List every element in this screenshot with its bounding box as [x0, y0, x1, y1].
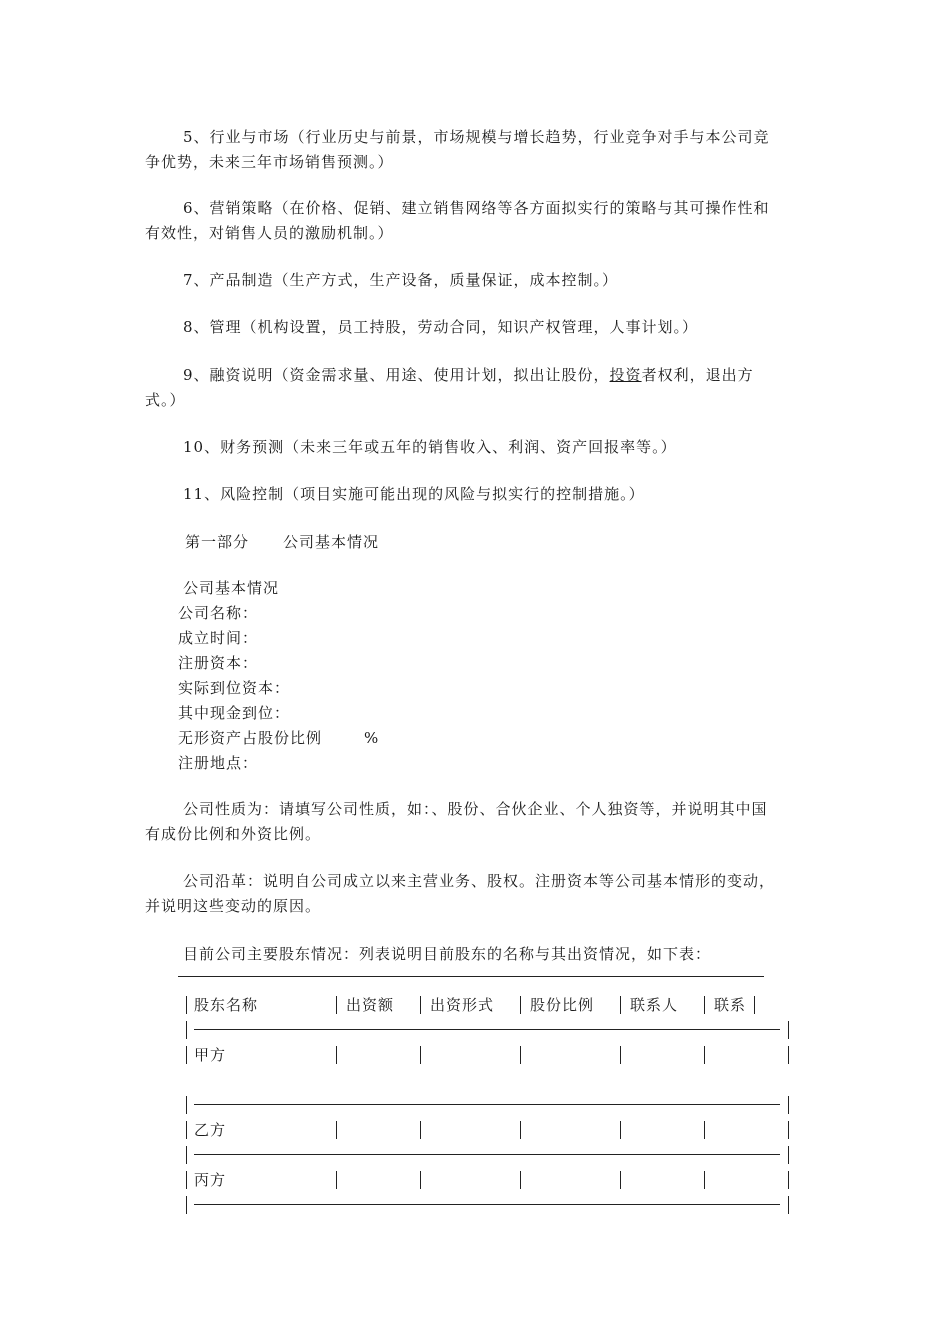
- table-separator: [186, 1121, 187, 1139]
- outline-item-6-line2: 有效性，对销售人员的激励机制。）: [145, 224, 394, 242]
- field-intangible-percent: %: [364, 729, 380, 747]
- outline-item-9-text: 9、融资说明（资金需求量、用途、使用计划，拟出让股份，: [183, 366, 610, 384]
- table-separator: [788, 1196, 789, 1214]
- table-separator: [336, 1171, 337, 1189]
- table-separator: [186, 1171, 187, 1189]
- table-separator: [186, 1046, 187, 1064]
- field-registered-capital: 注册资本：: [178, 654, 259, 672]
- table-separator: [788, 1046, 789, 1064]
- table-row-rule: [194, 1154, 780, 1155]
- field-cash-paid: 其中现金到位：: [178, 704, 291, 722]
- table-separator: [788, 1171, 789, 1189]
- section-title: 公司基本情况: [283, 533, 380, 551]
- table-separator: [620, 996, 621, 1014]
- table-separator: [620, 1046, 621, 1064]
- table-separator: [186, 1021, 187, 1039]
- outline-item-11: 11、风险控制（项目实施可能出现的风险与拟实行的控制措施。）: [183, 485, 645, 503]
- table-separator: [420, 1046, 421, 1064]
- table-separator: [520, 1171, 521, 1189]
- table-separator: [420, 1171, 421, 1189]
- field-company-name: 公司名称：: [178, 604, 259, 622]
- section-part-label: 第一部分: [185, 533, 250, 551]
- outline-item-9-line2: 式。）: [145, 391, 186, 409]
- shareholders-intro: 目前公司主要股东情况：列表说明目前股东的名称与其出资情况，如下表：: [183, 945, 712, 963]
- table-separator: [788, 1146, 789, 1164]
- table-row-label: 甲方: [194, 1046, 227, 1064]
- table-separator: [704, 1171, 705, 1189]
- table-row-rule: [194, 1104, 780, 1105]
- table-separator: [788, 1121, 789, 1139]
- table-header-form: 出资形式: [430, 996, 495, 1014]
- table-header-contact: 联系: [714, 996, 747, 1014]
- table-separator: [704, 1046, 705, 1064]
- outline-item-9-text-end: 者权利，退出方: [641, 366, 754, 384]
- table-separator: [520, 1046, 521, 1064]
- table-separator: [620, 1121, 621, 1139]
- company-nature-line1: 公司性质为：请填写公司性质，如：、股份、合伙企业、个人独资等，并说明其中国: [183, 800, 768, 818]
- field-intangible-ratio: 无形资产占股份比例: [178, 729, 323, 747]
- table-separator: [520, 1121, 521, 1139]
- table-separator: [620, 1171, 621, 1189]
- table-separator: [186, 996, 187, 1014]
- table-separator: [186, 1196, 187, 1214]
- basic-info-heading: 公司基本情况: [183, 579, 280, 597]
- outline-item-6-line1: 6、营销策略（在价格、促销、建立销售网络等各方面拟实行的策略与其可操作性和: [183, 199, 770, 217]
- table-separator: [420, 996, 421, 1014]
- table-top-rule: [178, 976, 764, 977]
- table-row-rule: [194, 1029, 780, 1030]
- table-separator: [336, 1046, 337, 1064]
- table-separator: [186, 1146, 187, 1164]
- table-separator: [788, 1021, 789, 1039]
- table-separator: [186, 1096, 187, 1114]
- field-founded-date: 成立时间：: [178, 629, 259, 647]
- table-separator: [704, 996, 705, 1014]
- table-row-label: 丙方: [194, 1171, 227, 1189]
- outline-item-10: 10、财务预测（未来三年或五年的销售收入、利润、资产回报率等。）: [183, 438, 677, 456]
- company-history-line1: 公司沿革：说明自公司成立以来主营业务、股权。注册资本等公司基本情形的变动，: [183, 872, 776, 890]
- outline-item-9-line1: [183, 363, 754, 388]
- table-separator: [788, 1096, 789, 1114]
- table-separator: [520, 996, 521, 1014]
- table-row-rule: [194, 1204, 780, 1205]
- table-separator: [754, 996, 755, 1014]
- table-header-amount: 出资额: [346, 996, 395, 1014]
- field-paid-capital: 实际到位资本：: [178, 679, 291, 697]
- table-header-ratio: 股份比例: [530, 996, 595, 1014]
- table-separator: [336, 1121, 337, 1139]
- investment-link[interactable]: 投资: [609, 366, 642, 384]
- table-header-contact-person: 联系人: [630, 996, 679, 1014]
- table-separator: [336, 996, 337, 1014]
- outline-item-8: 8、管理（机构设置，员工持股，劳动合同，知识产权管理，人事计划。）: [183, 318, 699, 336]
- table-row-label: 乙方: [194, 1121, 227, 1139]
- outline-item-7: 7、产品制造（生产方式，生产设备，质量保证，成本控制。）: [183, 271, 619, 289]
- table-header-name: 股东名称: [194, 996, 259, 1014]
- table-separator: [420, 1121, 421, 1139]
- company-nature-line2: 有成份比例和外资比例。: [145, 825, 322, 843]
- company-history-line2: 并说明这些变动的原因。: [145, 897, 322, 915]
- table-separator: [704, 1121, 705, 1139]
- outline-item-5-line1: 5、行业与市场（行业历史与前景，市场规模与增长趋势，行业竞争对手与本公司竞: [183, 128, 770, 146]
- outline-item-5-line2: 争优势，未来三年市场销售预测。）: [145, 153, 394, 171]
- field-registered-address: 注册地点：: [178, 754, 259, 772]
